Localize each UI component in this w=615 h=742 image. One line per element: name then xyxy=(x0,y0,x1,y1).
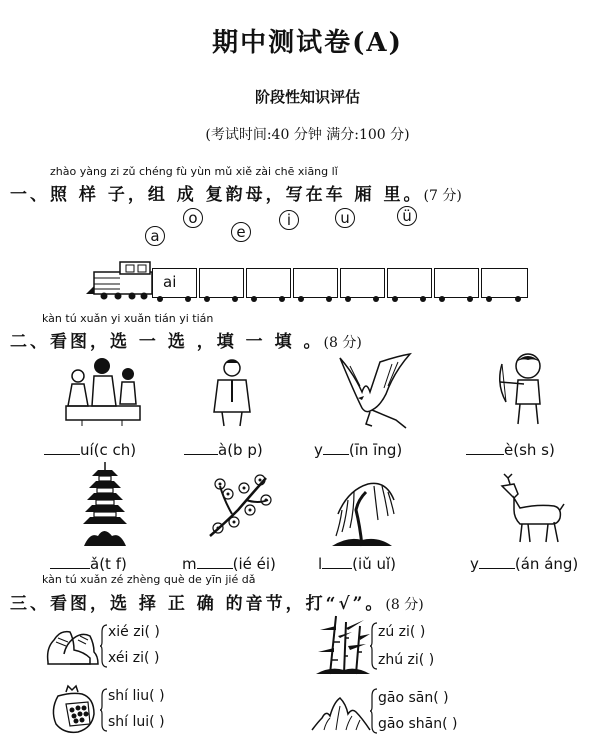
q2-row1-item4 xyxy=(466,440,555,459)
train-car-5[interactable] xyxy=(340,268,385,298)
answer-blank[interactable] xyxy=(466,440,504,455)
q2-row2-item1 xyxy=(50,554,127,573)
answer-blank[interactable] xyxy=(322,554,352,569)
vowel-i-circle: i xyxy=(279,210,299,230)
train-car-6[interactable] xyxy=(387,268,432,298)
train-engine-icon xyxy=(86,258,152,300)
train-wheels xyxy=(150,296,530,304)
train-car-2[interactable] xyxy=(199,268,244,298)
shoes-picture-icon xyxy=(44,624,100,668)
q3-bamboo-option-b[interactable]: zhú zi( ) xyxy=(378,652,435,668)
section3-points: (8 分) xyxy=(385,597,424,613)
section2-pinyin: kàn tú xuǎn yi xuǎn tián yi tián xyxy=(42,312,214,325)
train-car-7[interactable] xyxy=(434,268,479,298)
q2-option-text: è(sh s) xyxy=(504,441,555,459)
q3-shoes-option-a[interactable]: xié zi( ) xyxy=(108,624,160,640)
q2-option-text: (án áng) xyxy=(514,555,579,573)
q2-row2-item2 xyxy=(182,554,276,573)
train-car-3[interactable] xyxy=(246,268,291,298)
q2-option-text: (ié éi) xyxy=(232,555,276,573)
section3-pinyin: kàn tú xuǎn zé zhèng què de yīn jié dǎ xyxy=(42,573,256,586)
train-car-1-label: ai xyxy=(163,273,177,291)
q2-row2-item3 xyxy=(318,554,396,573)
exam-info: (考试时间:40 分钟 满分:100 分) xyxy=(205,127,410,143)
answer-blank[interactable] xyxy=(197,554,233,569)
mountain-picture-icon xyxy=(312,694,370,732)
q2-row2-item4 xyxy=(470,554,578,573)
willow-tree-picture-icon xyxy=(328,470,396,546)
brace-icon xyxy=(100,624,108,668)
section2-heading xyxy=(10,327,362,352)
section1-points: (7 分) xyxy=(423,188,462,204)
q3-mountain-option-b[interactable]: gāo shān( ) xyxy=(378,716,458,732)
brace-icon xyxy=(100,688,108,732)
bamboo-picture-icon xyxy=(316,616,370,674)
q2-row1-item2 xyxy=(184,440,263,459)
answer-blank[interactable] xyxy=(323,440,349,455)
q3-mountain-option-a[interactable]: gāo sān( ) xyxy=(378,690,449,706)
section1-heading xyxy=(10,180,462,205)
q2-prefix-text: m xyxy=(182,555,197,573)
man-picture-icon xyxy=(208,358,256,426)
vowel-o-circle: o xyxy=(183,208,203,228)
q2-row1-item3 xyxy=(314,440,402,459)
q2-option-text: (īn īng) xyxy=(348,441,403,459)
pagoda-picture-icon xyxy=(82,462,128,546)
q2-prefix-text: y xyxy=(314,441,323,459)
q2-option-text: uí(c ch) xyxy=(80,441,137,459)
pomegranate-picture-icon xyxy=(48,684,98,734)
answer-blank[interactable] xyxy=(479,554,515,569)
plum-blossom-picture-icon xyxy=(204,470,274,542)
boy-archer-picture-icon xyxy=(494,352,554,428)
train-car-1 xyxy=(152,268,197,298)
vowel-e-circle: e xyxy=(231,222,251,242)
brace-icon xyxy=(370,688,378,734)
q3-pomegranate-option-a[interactable]: shí liu( ) xyxy=(108,688,165,704)
section1-pinyin: zhào yàng zi zǔ chéng fù yùn mǔ xiě zài chē xiāng lǐ xyxy=(50,165,338,178)
train-car-8[interactable] xyxy=(481,268,528,298)
section3-heading-text: 三、看图，选 择 正 确 的音节，打“√”。 xyxy=(10,594,386,614)
q3-pomegranate-option-b[interactable]: shí lui( ) xyxy=(108,714,165,730)
section2-points: (8 分) xyxy=(323,335,362,351)
q3-bamboo-option-a[interactable]: zú zi( ) xyxy=(378,624,426,640)
answer-blank[interactable] xyxy=(50,554,90,569)
vowel-u-circle: u xyxy=(335,208,355,228)
family-picture-icon xyxy=(62,356,144,428)
train-car-4[interactable] xyxy=(293,268,338,298)
q2-row1-item1 xyxy=(44,440,136,459)
section3-heading xyxy=(10,589,424,614)
answer-blank[interactable] xyxy=(44,440,80,455)
q3-shoes-option-b[interactable]: xéi zi( ) xyxy=(108,650,160,666)
vowel-v-circle: ü xyxy=(397,206,417,226)
answer-blank[interactable] xyxy=(184,440,218,455)
page-subtitle: 阶段性知识评估 xyxy=(254,88,360,106)
section2-heading-text: 二、看图，选 一 选 ，填 一 填 。 xyxy=(10,332,324,352)
section1-heading-text: 一、照 样 子，组 成 复韵母，写在车 厢 里。 xyxy=(10,185,424,205)
q2-prefix-text: l xyxy=(318,555,323,573)
q2-option-text: à(b p) xyxy=(218,441,263,459)
q2-option-text: (iǔ uǐ) xyxy=(352,555,396,573)
page-title: 期中测试卷(A) xyxy=(212,28,403,58)
deer-picture-icon xyxy=(498,474,566,544)
q2-prefix-text: y xyxy=(470,555,479,573)
q2-option-text: ǎ(t f) xyxy=(90,555,127,573)
vowel-a-circle: a xyxy=(145,226,165,246)
eagle-picture-icon xyxy=(336,352,414,432)
brace-icon xyxy=(370,622,378,670)
